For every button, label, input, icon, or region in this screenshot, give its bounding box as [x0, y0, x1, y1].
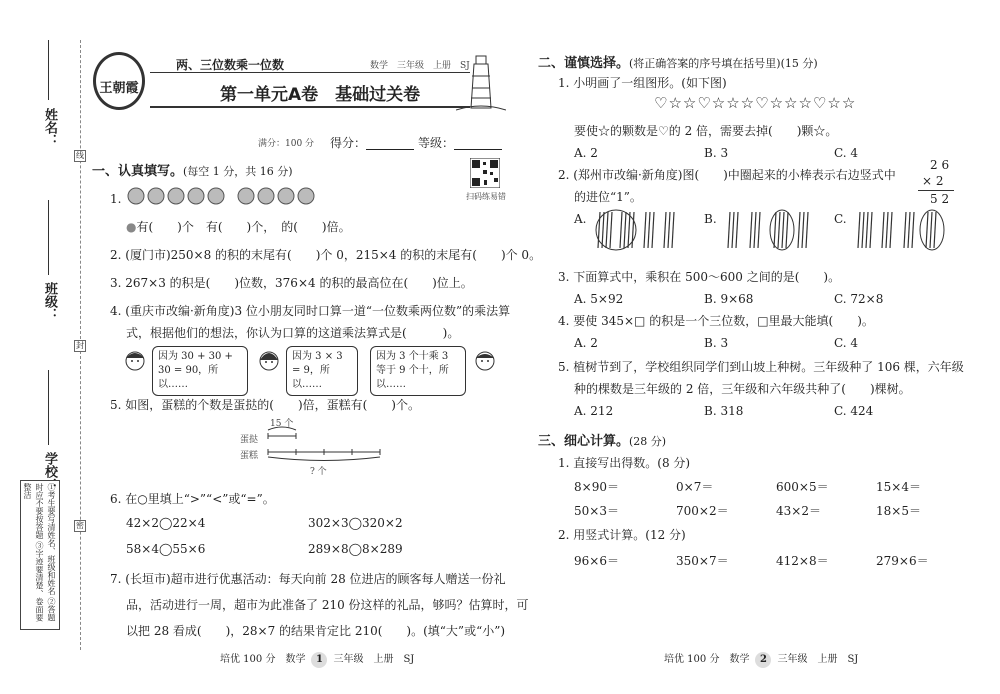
- section1-title: 一、认真填写。(每空 1 分，共 16 分): [92, 164, 293, 179]
- q5-unknown-label: ? 个: [310, 467, 327, 477]
- s2-q2-option-c[interactable]: C.: [834, 212, 847, 226]
- s2-q2-line1: 2. (郑州市改编·新角度)图( )中圈起来的小棒表示右边竖式中: [558, 168, 896, 182]
- calc-item[interactable]: 43×2＝: [776, 504, 821, 518]
- vertical-calc-item[interactable]: 412×8＝: [776, 554, 829, 568]
- school-label: 学校：: [42, 452, 57, 491]
- q5-segment-diagram: [264, 424, 384, 464]
- q1-number: 1.: [110, 192, 122, 206]
- peach-group-icon: [126, 184, 326, 206]
- s2-q2-vertical-2: × 2: [922, 174, 944, 188]
- brand-logo: [93, 52, 145, 110]
- q7-line1: 7. (长垣市)超市进行优惠活动：每天向前 28 位进店的顾客每人赠送一份礼: [110, 572, 506, 586]
- s2-q2-vertical-3: 5 2: [930, 192, 950, 206]
- page-title: 第一单元A卷 基础过关卷: [220, 85, 421, 105]
- unit-topic: 两、三位数乘一位数: [176, 58, 285, 72]
- thought-bubble-3: 因为 3 个十乘 3 等于 9 个十，所以……: [370, 346, 466, 396]
- peach-icon: ●: [126, 220, 137, 234]
- s2-q1-option-c[interactable]: C. 4: [834, 146, 859, 160]
- s2-q3-option-a[interactable]: A. 5×92: [574, 292, 624, 306]
- q1-text: ●有( )个 有( )个， 的( )倍。: [126, 220, 351, 234]
- q5-15-label: 15 个: [270, 419, 294, 429]
- s2-q4: 4. 要使 345×□ 的积是一个三位数，□里最大能填( )。: [558, 314, 874, 328]
- s2-q4-option-c[interactable]: C. 4: [834, 336, 859, 350]
- s2-q5-line1: 5. 植树节到了，学校组织同学们到山坡上种树。三年级种了 106 棵，六年级: [558, 360, 964, 374]
- s2-q2-option-a[interactable]: A.: [574, 212, 587, 226]
- q2: 2. (厦门市)250×8 的积的末尾有( )个 0，215×4 的积的末尾有( )个 0。: [110, 248, 542, 262]
- footer-right: 培优 100 分 数学 2 三年级 上册 SJ: [664, 650, 858, 668]
- seal-mark-1: 线: [76, 151, 84, 160]
- q5: 5. 如图，蛋糕的个数是蛋挞的( )倍，蛋糕有( )个。: [110, 398, 420, 412]
- s2-q5-option-b[interactable]: B. 318: [704, 404, 744, 418]
- seal-mark-3: 密: [76, 521, 84, 530]
- header-bottom-rule: [150, 106, 470, 108]
- book-meta: 数学 三年级 上册 SJ: [370, 61, 470, 71]
- s2-q2-option-b[interactable]: B.: [704, 212, 717, 226]
- exam-notes: ①考生要写清姓名、班级和姓名 ②答题时应不要按答题 ③字迹要清楚、卷面要整洁: [20, 480, 60, 630]
- score-label: 得分：: [330, 134, 414, 151]
- s2-q2-vertical-1: 2 6: [930, 158, 950, 172]
- s2-q3: 3. 下面算式中，乘积在 500～600 之间的是( )。: [558, 270, 841, 284]
- q4-line1: 4. (重庆市改编·新角度)3 位小朋友同时口算一道“一位数乘两位数”的乘法算: [110, 304, 511, 318]
- s2-q3-option-c[interactable]: C. 72×8: [834, 292, 884, 306]
- page-number: 1: [311, 652, 327, 668]
- vertical-calc-item[interactable]: 350×7＝: [676, 554, 729, 568]
- calc-item[interactable]: 600×5＝: [776, 480, 829, 494]
- thought-bubble-2: 因为 3 × 3 = 9，所以……: [286, 346, 358, 396]
- s2-q1: 1. 小明画了一组图形。(如下图): [558, 76, 727, 90]
- calc-item[interactable]: 8×90＝: [574, 480, 619, 494]
- q7-line2: 品，活动进行一周，超市为此准备了 210 份这样的礼品，够吗？估算时，可: [126, 598, 529, 612]
- class-label: 班级：: [42, 282, 57, 321]
- section3-title: 三、细心计算。(28 分): [538, 434, 667, 449]
- sticks-b-icon: [724, 208, 824, 252]
- q6-item-2[interactable]: 302×3◯320×2: [308, 516, 403, 530]
- full-score: 满分：100 分: [258, 139, 315, 149]
- sticks-c-icon: [854, 208, 954, 252]
- qr-caption: 扫码练易错: [466, 192, 506, 201]
- vertical-rule: [918, 190, 954, 191]
- q7-line3: 以把 28 看成( )，28×7 的结果肯定比 210( )。(填“大”或“小”): [126, 624, 506, 638]
- s2-q1-option-a[interactable]: A. 2: [574, 146, 598, 160]
- class-line: [48, 200, 49, 275]
- s2-q3-option-b[interactable]: B. 9×68: [704, 292, 754, 306]
- thought-bubble-1: 因为 30 + 30 + 30 = 90，所以……: [152, 346, 248, 396]
- q4-line2: 式，根据他们的想法，你认为口算的这道乘法算式是( )。: [126, 326, 460, 340]
- vertical-calc-item[interactable]: 279×6＝: [876, 554, 929, 568]
- section2-title: 二、谨慎选择。(将正确答案的序号填在括号里)(15 分): [538, 56, 818, 71]
- name-label: 姓名：: [42, 108, 57, 147]
- calc-item[interactable]: 0×7＝: [676, 480, 714, 494]
- q6-item-3[interactable]: 58×4◯55×6: [126, 542, 206, 556]
- child-face-icon: [258, 348, 280, 372]
- lighthouse-icon: [456, 52, 506, 112]
- calc-item[interactable]: 18×5＝: [876, 504, 921, 518]
- qr-code-icon[interactable]: [470, 158, 500, 188]
- calc-item[interactable]: 700×2＝: [676, 504, 729, 518]
- q3: 3. 267×3 的积是( )位数，376×4 的积的最高位在( )位上。: [110, 276, 473, 290]
- s2-q4-option-b[interactable]: B. 3: [704, 336, 729, 350]
- calc-item[interactable]: 15×4＝: [876, 480, 921, 494]
- name-line: [48, 40, 49, 100]
- calc-item[interactable]: 50×3＝: [574, 504, 619, 518]
- seal-mark-2: 封: [76, 341, 84, 350]
- school-line: [48, 370, 49, 445]
- page-number: 2: [755, 652, 771, 668]
- vertical-calc-item[interactable]: 96×6＝: [574, 554, 619, 568]
- s2-q1-question: 要使☆的颗数是♡的 2 倍，需要去掉( )颗☆。: [574, 124, 838, 138]
- logo-text: 王朝霞: [99, 81, 139, 96]
- s2-q1-option-b[interactable]: B. 3: [704, 146, 729, 160]
- grade-label: 等级：: [418, 134, 502, 151]
- s3-q1: 1. 直接写出得数。(8 分): [558, 456, 691, 470]
- footer-left: 培优 100 分 数学 1 三年级 上册 SJ: [220, 650, 414, 668]
- s3-q2: 2. 用竖式计算。(12 分): [558, 528, 686, 542]
- q6: 6. 在○里填上“>”“<”或“=”。: [110, 492, 275, 506]
- s2-q4-option-a[interactable]: A. 2: [574, 336, 598, 350]
- s2-q5-line2: 种的棵数是三年级的 2 倍，三年级和六年级共种了( )棵树。: [574, 382, 911, 396]
- s2-q5-option-c[interactable]: C. 424: [834, 404, 874, 418]
- sticks-a-icon: [594, 208, 694, 252]
- child-face-icon: [474, 348, 496, 372]
- s2-q5-option-a[interactable]: A. 212: [574, 404, 614, 418]
- q6-item-4[interactable]: 289×8◯8×289: [308, 542, 403, 556]
- s2-q2-line2: 的进位“1”。: [574, 190, 642, 204]
- q6-item-1[interactable]: 42×2◯22×4: [126, 516, 206, 530]
- child-face-icon: [124, 348, 146, 372]
- heart-star-shapes: ♡☆☆♡☆☆☆♡☆☆☆♡☆☆: [654, 94, 857, 112]
- q5-cake-label: 蛋糕: [240, 451, 259, 461]
- q5-tart-label: 蛋挞: [240, 435, 259, 445]
